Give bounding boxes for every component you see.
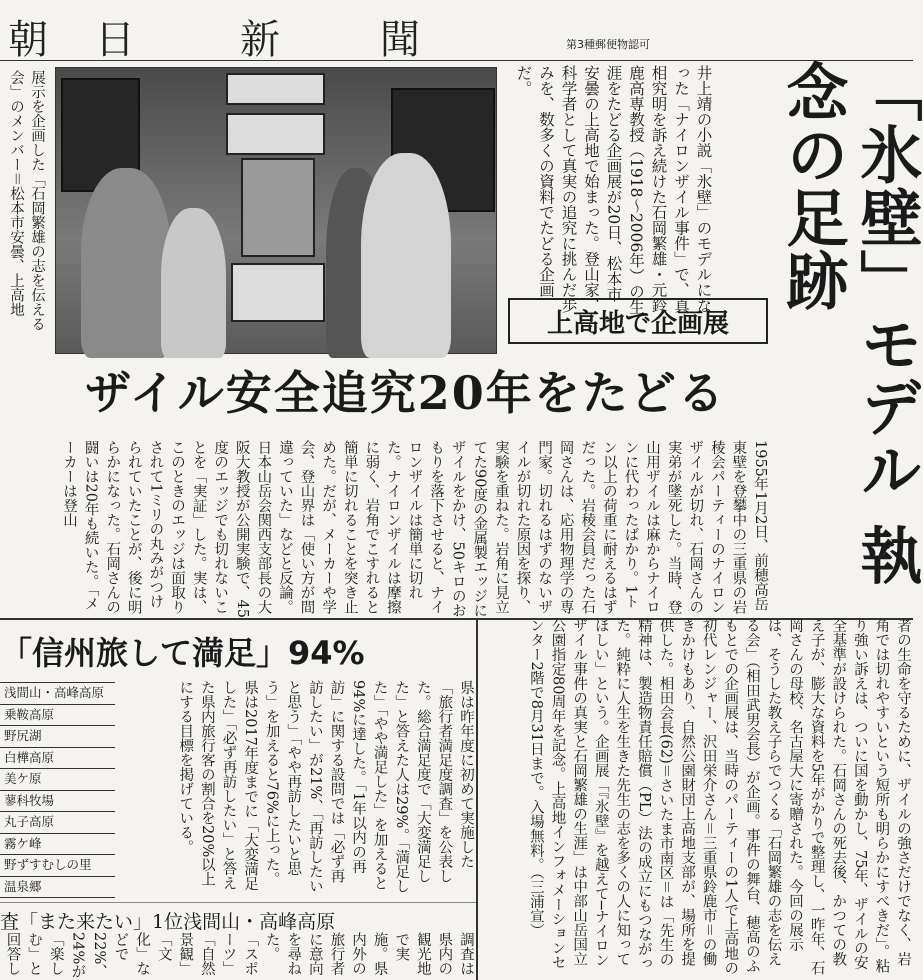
horizontal-headline: ザイル安全追究20年をたどる — [85, 366, 726, 420]
lower-article-bottom: 調査は県内の観光地で実施。県内外の旅行者に意向を尋ねた。「スポーツ」「自然景観」「文化」などで22%、24%が「楽しむ」と回答し — [4, 932, 474, 979]
ranking-row: 霧ケ峰 — [0, 834, 115, 856]
ranking-row: 乗鞍高原 — [0, 705, 115, 727]
lead-paragraph: 井上靖の小説「氷壁」のモデルになった「ナイロンザイル事件」で、真相究明を訴え続けた石岡繁雄・元鈴鹿高専教授（1918〜2006年）の生涯をたどる企画展が20日、松本市安曇の上高地で始まった。登山家、科学者として真実の追究に挑んだ歩みを、数多くの資料でたどる企画だ。 — [514, 65, 713, 315]
ranking-table — [0, 682, 115, 898]
ranking-row: 丸子高原 — [0, 812, 115, 834]
article-body-continued: 者の生命を守るために、ザイルの強さだけでなく、岩角では切れやすいという短所も明らかにすべきだ」。粘り強い訴えは、ついに国を動かし、75年、ザイルの安全基準が設けられた。石岡さんの死去後、かつての教え子が、膨大な資料を5年がかりで整理し、一昨年、石岡さんの母校、名古屋大に寄贈された。今回の展示は、そうした教え子らでつくる「石岡繁雄の志を伝える会」（相田武男会長）が企画。事件の舞台、穂高のふもとでの企画展は、当時のパーティーの1人で上高地の初代レンジャー、沢田栄介さん＝三重県鈴鹿市＝の働きかけもあり、自然公園財団上高地支部が、場所を提供した。相田会長(62)＝さいたま市南区＝は「先生の精神は、製造物責任賠償（PL）法の成立にもつながった。純粋に人生を生きた先生の志を多くの人に知ってほしい」という。企画展「『氷壁』を越えて─ナイロンザイル事件の真実と石岡繁雄の生涯」は中部山岳国立公園指定80周年を記念。上高地インフォメーションセンター2階で8月31日まで。入場無料。（三浦宣） — [527, 618, 911, 976]
masthead-char: 朝 — [8, 17, 48, 63]
ranking-row: 蓼科牧場 — [0, 791, 115, 813]
masthead-char: 聞 — [380, 17, 420, 63]
ranking-row: 浅間山・高峰高原 — [0, 683, 115, 705]
main-headline: 「氷壁」モデル 執念の足跡 — [776, 60, 923, 587]
masthead — [0, 0, 913, 61]
masthead-char: 日 — [95, 17, 135, 63]
lower-article-headline: 「信州旅して満足」94% — [0, 634, 365, 672]
article-body: 1955年1月2日、前穂高岳東壁を登攀中の三重県の岩稜会パーティーのナイロンザイルが切れ、石岡さんの実弟が墜死した。当時、登山用ザイルは麻からナイロンに代わったばかり。1トン以上の荷重に耐えるはずだった。岩稜会員だった石岡さんは、応用物理学の専門家。切れるはずのないザイルが切れた原因を探り、実験を重ねた。岩角に見立てた90度の金属製エッジにザイルをかけ、50キロのおもりを落下させると、ナイロンザイルは簡単に切れた。ナイロンザイルは摩擦に弱く、岩角でこすれると簡単に切れることを突き止めた。だが、メーカーや学会、登山界は「使い方が間違っていた」などと反論。日本山岳会関西支部長の大阪大教授が公開実験で、45度のエッジでも切れないことを「実証」した。実は、このときのエッジは面取りされて1ミリの丸みがつけられていたことが、後に明らかになった。石岡さんの闘いは20年も続いた。「メーカーは登山 — [61, 440, 768, 618]
ranking-row: 白樺高原 — [0, 748, 115, 770]
ranking-row: 野ずすむしの里 — [0, 855, 115, 877]
ranking-row: 野尻湖 — [0, 726, 115, 748]
subhead: 上高地で企画展 — [508, 298, 768, 344]
photo-caption: 展示を企画した「石岡繁雄の志を伝える会」のメンバー＝松本市安曇、上高地 — [8, 70, 45, 331]
lower-subheadline: 査「また来たい」1位浅間山・高峰高原 — [0, 902, 476, 934]
ranking-row: 美ケ原 — [0, 769, 115, 791]
column-divider — [476, 618, 478, 980]
exhibition-photo — [55, 67, 497, 354]
lower-article-body: 県は昨年度に初めて実施した「旅行者満足度調査」を公表した。総合満足度で「大変満足した」と答えた人は29%。「満足した」「やや満足した」を加えると94%に達した。「1年以内の再訪」に関する設問では「必ず再訪したい」が21%、「再訪したいと思う」「やや再訪したいと思う」を加えると76%に上った。県は2017年度までに「大変満足した」「必ず再訪したい」と答えた県内旅行客の割合を20%以上にする目標を掲げている。 — [177, 680, 474, 894]
postal-note: 第3種郵便物認可 — [566, 38, 650, 51]
ranking-row: 温泉郷 — [0, 877, 115, 899]
masthead-char: 新 — [240, 17, 280, 63]
